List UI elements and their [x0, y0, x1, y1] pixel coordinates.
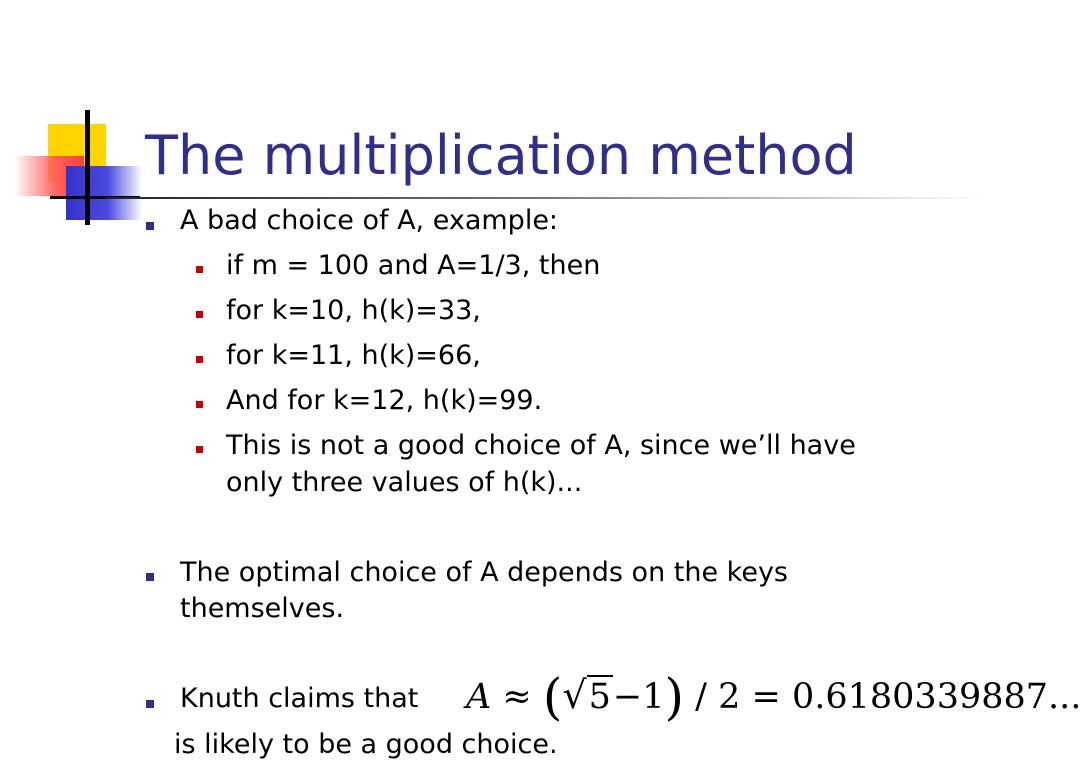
equation-radicand: 5: [588, 677, 611, 717]
equation-value: 0.6180339887...: [791, 677, 1081, 717]
sub-bullet-k10: for k=10, h(k)=33,: [226, 295, 481, 326]
bullet-marker: [146, 700, 154, 708]
bullet-knuth-continuation: is likely to be a good choice.: [174, 729, 558, 760]
bullet-optimal-line2: themselves.: [180, 593, 345, 624]
equation-paren-open: (: [542, 668, 563, 726]
slide-title: The multiplication method: [145, 124, 857, 187]
equation-equals: =: [751, 677, 781, 717]
sub-bullet-not-good-line2: only three values of h(k)...: [226, 467, 583, 498]
sub-bullet-marker: [196, 356, 203, 363]
sqrt-symbol: √: [562, 673, 587, 717]
sub-bullet-k12: And for k=12, h(k)=99.: [226, 385, 543, 416]
bullet-knuth: Knuth claims that: [180, 683, 419, 714]
bullet-optimal-line1: The optimal choice of A depends on the keys: [180, 557, 788, 588]
sub-bullet-marker: [196, 401, 203, 408]
equation-paren-close: ): [664, 668, 685, 726]
bullet-bad-choice: A bad choice of A, example:: [180, 205, 559, 236]
sub-bullet-marker: [196, 311, 203, 318]
bullet-marker: [146, 573, 154, 581]
sub-bullet-marker: [196, 266, 203, 273]
equation-variable: A: [466, 677, 492, 717]
sub-bullet-k11: for k=11, h(k)=66,: [226, 340, 481, 371]
bullet-marker: [146, 222, 154, 230]
equation-minus-one: −1: [612, 677, 665, 717]
golden-ratio-equation: [466, 668, 1081, 726]
equation-divide: / 2: [695, 677, 741, 717]
sub-bullet-marker: [196, 446, 203, 453]
sub-bullet-m-and-a: if m = 100 and A=1/3, then: [226, 250, 601, 281]
equation-approx: ≈: [502, 677, 532, 717]
sub-bullet-not-good-line1: This is not a good choice of A, since we’ll have: [226, 430, 856, 461]
